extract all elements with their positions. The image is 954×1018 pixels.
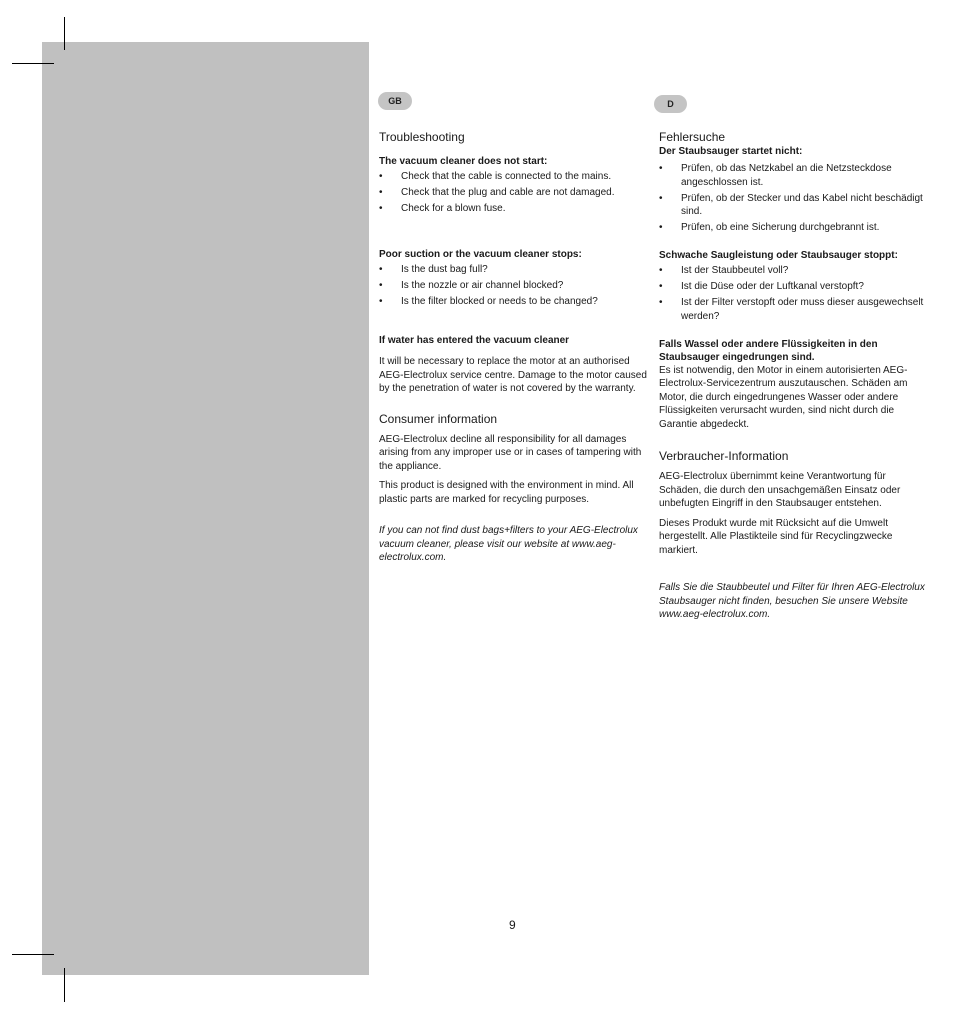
website-hinweis: Falls Sie die Staubbeutel und Filter für Ihren AEG-Electrolux Staubsauger nicht finden, besuchen Sie unsere Website www.aeg-electrolux.com. xyxy=(659,582,925,620)
list-item: • Ist der Staubbeutel voll? xyxy=(659,264,927,278)
poor-suction-list xyxy=(379,263,647,309)
language-badge-d: D xyxy=(654,95,687,113)
water-text: It will be necessary to replace the motor at an authorised AEG-Electrolux service centre. Damage to the motor caused by the penetration of water is not covered by the warranty. xyxy=(379,356,647,394)
list-item: • Check for a blown fuse. xyxy=(379,202,647,216)
english-column xyxy=(379,130,647,571)
no-start-list xyxy=(379,170,647,216)
consumer-paragraph-1: AEG-Electrolux decline all responsibility for all damages arising from any improper use or in cases of tampering with the appliance. xyxy=(379,433,642,472)
water-heading: If water has entered the vacuum cleaner xyxy=(379,335,570,346)
list-item: • Prüfen, ob eine Sicherung durchgebrannt ist. xyxy=(659,221,927,235)
verbraucher-info-title: Verbraucher-Information xyxy=(659,449,789,463)
crop-mark-bottom-vertical xyxy=(64,968,65,1002)
fehlersuche-title: Fehlersuche xyxy=(659,130,726,144)
no-start-heading: The vacuum cleaner does not start: xyxy=(379,156,548,167)
startet-nicht-list xyxy=(659,162,927,235)
troubleshooting-title: Troubleshooting xyxy=(379,130,465,144)
list-item: • Ist der Filter verstopft oder muss dieser ausgewechselt werden? xyxy=(659,296,927,323)
language-badge-gb: GB xyxy=(378,92,412,110)
list-item: • Is the dust bag full? xyxy=(379,263,647,277)
list-item: • Is the nozzle or air channel blocked? xyxy=(379,279,647,293)
verbraucher-paragraph-2: Dieses Produkt wurde mit Rücksicht auf die Umwelt hergestellt. Alle Plastikteile sind für Recyclingzwecke markiert. xyxy=(659,517,893,556)
consumer-paragraph-2: This product is designed with the environment in mind. All plastic parts are marked for recycling purposes. xyxy=(379,480,634,505)
page-number: 9 xyxy=(509,918,516,932)
list-item: • Ist die Düse oder der Luftkanal verstopft? xyxy=(659,280,927,294)
gray-side-panel xyxy=(42,42,369,975)
crop-mark-top-horizontal xyxy=(12,63,54,64)
wasser-text: Es ist notwendig, den Motor in einem autorisierten AEG-Electrolux-Servicezentrum auszutauschen. Schäden am Motor, die durch eingedrungenes Wasser oder andere Flüssigkeiten verursacht wurden, sind nicht durch die Garantie abgedeckt. xyxy=(659,364,908,430)
list-item: • Check that the cable is connected to the mains. xyxy=(379,170,647,184)
list-item: • Is the filter blocked or needs to be changed? xyxy=(379,295,647,309)
saugleistung-list xyxy=(659,264,927,323)
saugleistung-heading: Schwache Saugleistung oder Staubsauger stoppt: xyxy=(659,250,898,261)
list-item: • Prüfen, ob der Stecker und das Kabel nicht beschädigt sind. xyxy=(659,192,927,219)
startet-nicht-heading: Der Staubsauger startet nicht: xyxy=(659,146,803,157)
german-column xyxy=(659,130,927,628)
list-item: • Check that the plug and cable are not damaged. xyxy=(379,186,647,200)
list-item: • Prüfen, ob das Netzkabel an die Netzsteckdose angeschlossen ist. xyxy=(659,162,927,189)
crop-mark-top-vertical xyxy=(64,17,65,50)
website-note: If you can not find dust bags+filters to your AEG-Electrolux vacuum cleaner, please visit our website at www.aeg-electrolux.com. xyxy=(379,525,638,563)
wasser-heading: Falls Wassel oder andere Flüssigkeiten in den Staubsauger eingedrungen sind. xyxy=(659,338,878,363)
verbraucher-paragraph-1: AEG-Electrolux übernimmt keine Verantwortung für Schäden, die durch den unsachgemäßen Einsatz oder unbefugten Eingriff in den Staubsauger entstehen. xyxy=(659,471,901,509)
poor-suction-heading: Poor suction or the vacuum cleaner stops: xyxy=(379,249,582,260)
consumer-info-title: Consumer information xyxy=(379,411,498,426)
crop-mark-bottom-horizontal xyxy=(12,954,54,955)
